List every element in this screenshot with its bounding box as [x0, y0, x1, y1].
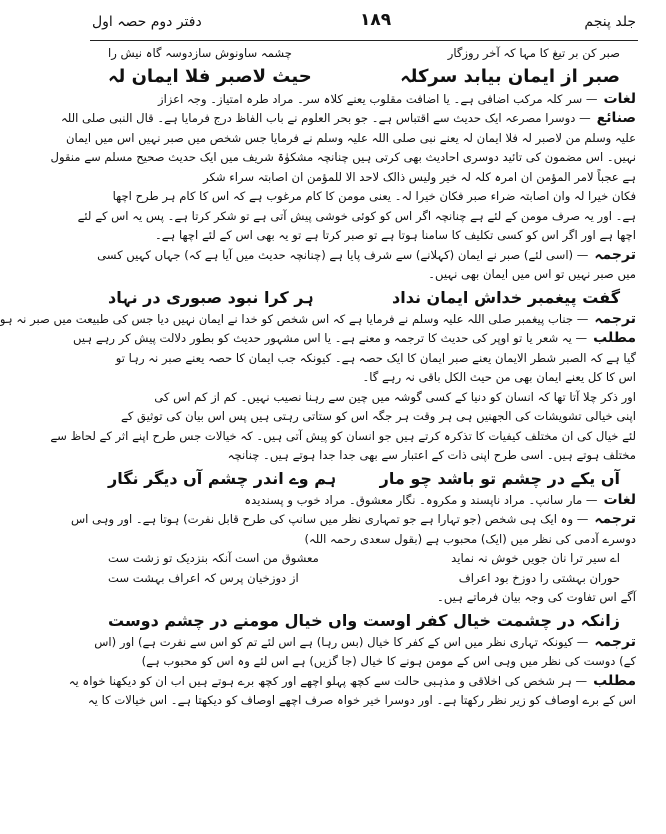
line-text: — ہر شخص کی اخلاقی و مذہبی حالت سے کچھ پہلو اچھے اور کچھ برے ہوتے ہیں اب ان کو دیکھنا خواہ یہ — [68, 673, 588, 688]
line-text: — مار سانپ۔ مراد ناپسند و مکروہ۔ نگار معشوق۔ مراد خوب و پسندیدہ — [244, 492, 598, 507]
text-line — [65, 129, 636, 149]
text-line — [0, 310, 636, 330]
text-line — [73, 329, 636, 349]
text-line — [92, 446, 636, 466]
text-line — [68, 672, 636, 692]
text-line — [92, 530, 636, 550]
line-text: — وہ ایک ہی شخص (جو تہارا ہے جو تمہاری نظر میں سانپ کی طرح قابل نفرت) ہوتا ہے۔ اور وہی اس — [70, 512, 589, 526]
line-text: ہے عجباً لامر المؤمن ان امرہ کلہ لہ خیر ولیس ذالک لاحد الا للمؤمن ان اصابتہ سراء شکر — [203, 169, 636, 184]
text-line — [92, 491, 636, 511]
text-line — [87, 691, 636, 711]
line-text: لئے خیال کی ان مختلف کیفیات کا تذکرہ کرتے ہیں جو انسان کو پیش آتی ہیں۔ کہ خیالات جس طرح اپنے اثر کے لحاظ سے — [50, 428, 636, 443]
verse-4b-right: حوران بہشتی را دوزخ بود اعراف — [458, 570, 620, 585]
text-line — [92, 265, 636, 285]
verse-2-right: گفت پیغمبر خداش ایمان نداد — [392, 287, 620, 307]
verse-4a-left: معشوق من است آنکہ بنزدیک تو زشت ست — [108, 551, 319, 565]
line-text: اور ذکر چلا آتا تھا کہ انسان کو دنیا کے کسی گوشہ میں چین سے رہنا نصیب نہیں۔ کم از کم اس کی — [154, 389, 636, 404]
text-line — [92, 187, 636, 207]
line-text: اچھا ہے اور اگر اس کو کسی تکلیف کا سامنا ہوتا ہے تو صبر کرتا ہے تو یہ بھی اس کے لئے اچھا ہے۔ — [154, 228, 636, 242]
line-text: — کیونکہ تہاری نظر میں اس کے کفر کا خیال (بس رہا) ہے اس لئے تم کو اس سے نفرت ہے) اور (اس — [94, 634, 589, 649]
line-label: مطلب — [593, 672, 636, 689]
line-text: علیہ وسلم من لاصبر لہ فلا ایمان لہ یعنے نبی صلی اللہ علیہ وسلم نے فرمایا جس شخص میں صبر نہیں اس میں ایمان — [65, 130, 636, 145]
line-label: مطلب — [593, 330, 636, 346]
line-label: صنائع — [596, 110, 636, 126]
header-rule — [90, 40, 638, 41]
line-text: — جناب پیغمبر صلی اللہ علیہ وسلم نے فرمایا ہے کہ اس شخص کو خدا نے ایمان نہیں دیا جس کی طبیعت میں صبر نہ ہو — [0, 311, 589, 326]
line-text: دوسرے آدمی کی نظر میں (ایک) محبوب ہے (بقول سعدی رحمہ اللہ) — [304, 531, 636, 546]
section-label: دفتر دوم حصہ اول — [92, 14, 202, 30]
page-number: ۱۸۹ — [360, 10, 392, 30]
line-text: کے) دوست کی نظر میں وہی اس کے مومن ہونے کا خیال (جا گزیں) ہے اس لئے وہ اس کو محبوب ہے) — [141, 654, 636, 668]
text-line — [92, 90, 636, 110]
verse-1a-right: صبر کن بر تیغ کا مہا کہ آخر روزگار — [447, 46, 620, 60]
line-text: اس کے برے اوصاف کو زیر نظر رکھتا ہے۔ اور دوسرا خیر خواہ صرف اچھے اوصاف کو دیکھتا ہے۔ اس خیالات کا یہ — [87, 693, 636, 707]
verse-3 — [92, 466, 636, 491]
verse-4b-left: از دوزخیان پرس کہ اعراف بہشت ست — [108, 570, 299, 585]
line-label: ترجمہ — [594, 246, 636, 263]
text-line — [60, 109, 636, 129]
line-text: — (اسی لئے) صبر نے ایمان (کہلانے) سے شرف پایا ہے (چنانچہ حدیث میں آیا ہے کہ) جہاں کہیں کسی — [97, 247, 589, 262]
text-block-2 — [0, 310, 636, 466]
line-text: — دوسرا مصرعہ ایک حدیث سے اقتباس ہے۔ جو بحر العلوم نے باب الفاظ درج فرمایا ہے۔ قال النبی صلی اللہ — [60, 111, 591, 125]
text-line — [92, 368, 636, 388]
text-block-3 — [70, 491, 636, 550]
text-line — [92, 168, 636, 188]
verse-5 — [92, 608, 636, 633]
verse-4a-right: اے سیر ترا نان جویں خوش نہ نماید — [451, 551, 620, 565]
text-line — [50, 427, 636, 447]
verse-2-left: ہر کرا نبود صبوری در نہاد — [108, 287, 314, 307]
text-line — [92, 652, 636, 672]
verse-2 — [92, 285, 636, 310]
line-text: مختلف ہوتے ہیں۔ اسی طرح اپنی ذات کے اعتبار سے بھی جدا جدا ہوتے ہیں۔ چنانچہ — [227, 448, 636, 462]
text-line — [92, 407, 636, 427]
line-text: — سر کلہ مرکب اضافی ہے۔ یا اضافت مقلوب یعنے کلاہ سر۔ مراد طرہ امتیاز۔ وجہ اعزاز — [157, 91, 598, 106]
verse-1a-left: چشمہ ساونوش سازدوسہ گاہ نیش را — [108, 46, 292, 60]
line-text: میں صبر نہیں تو اس میں ایمان بھی نہیں۔ — [428, 267, 636, 281]
verse-1b-left: حیث لاصبر فلا ایمان لہ — [108, 65, 312, 87]
text-line — [92, 349, 636, 369]
text-line — [92, 246, 636, 266]
verse-3-right: آں یکے در چشم تو باشد چو مار — [379, 468, 620, 488]
verse-5-right: زانکہ در چشمت خیال کفر اوست — [363, 610, 620, 630]
verse-1-line-b — [92, 64, 636, 90]
verse-1-line-a — [92, 44, 636, 64]
line-text: اپنی خیالی تشویشات کی الجھنیں ہی ہر وقت ہر جگہ اس کو ستاتی رہتی ہیں پس اس بیان کی توثیق کے — [120, 409, 636, 423]
line-text: — یہ شعر یا تو اوپر کی حدیث کا ترجمہ و معنے ہے۔ یا اس مشہور حدیث کو بطور دلالت پیش کر رہے ہیں — [73, 331, 588, 345]
volume-label: جلد پنجم — [584, 14, 636, 30]
line-text: نہیں۔ اس مضمون کی تائید دوسری احادیث بھی کرتی ہیں چنانچہ مشکوٰۃ شریف میں ایک حدیث صحیح مسلم سے منقول — [50, 150, 636, 164]
text-line — [70, 510, 636, 530]
line-label: ترجمہ — [594, 633, 636, 650]
text-line — [50, 148, 636, 168]
text-line — [92, 226, 636, 246]
line-label: لغات — [603, 90, 636, 107]
verse-5-left: واں خیال مومنے در چشم دوست — [108, 610, 358, 630]
verse-4-line-b — [92, 569, 636, 589]
text-block-4 — [68, 633, 636, 711]
verse-1b-right: صبر از ایمان بیابد سرکلہ — [400, 65, 620, 87]
line-text: اس کا کل یعنے ایمان بھی من حیث الکل باقی نہ رہے گا۔ — [362, 370, 636, 384]
verse-4-line-a — [92, 549, 636, 569]
line-label: ترجمہ — [594, 310, 636, 327]
page-header — [92, 10, 636, 36]
line-text: گیا ہے کہ الصبر شطر الایمان یعنے صبر ایمان کا ایک حصہ ہے۔ کیونکہ جب ایمان کا حصہ یعنے صبر نہ رہا تو — [115, 350, 636, 365]
text-block-1 — [50, 90, 636, 285]
text-line — [77, 207, 636, 227]
line-label: ترجمہ — [594, 511, 636, 527]
verse-3-left: ہم وے اندر چشم آں دیگر نگار — [108, 468, 337, 488]
line-text: فکان خیرا لہ وان اصابتہ ضراء صبر فکان خیرا لہ۔ یعنی مومن کا کام مرغوب ہے کہ اس کا کام ہر طرح اچھا — [112, 189, 636, 203]
line-label: لغات — [603, 491, 636, 508]
note-line: آگے اس تفاوت کی وجہ بیان فرماتے ہیں۔ — [437, 590, 636, 604]
line-text: ہے۔ اور یہ صرف مومن کے لئے ہے چنانچہ اگر اس کو کوئی خوشی پیش آتی ہے تو شکر کرتا ہے۔ پس یہ اس کے لئے — [77, 208, 636, 223]
text-line — [92, 388, 636, 408]
text-line — [92, 633, 636, 653]
page-body — [0, 44, 636, 830]
